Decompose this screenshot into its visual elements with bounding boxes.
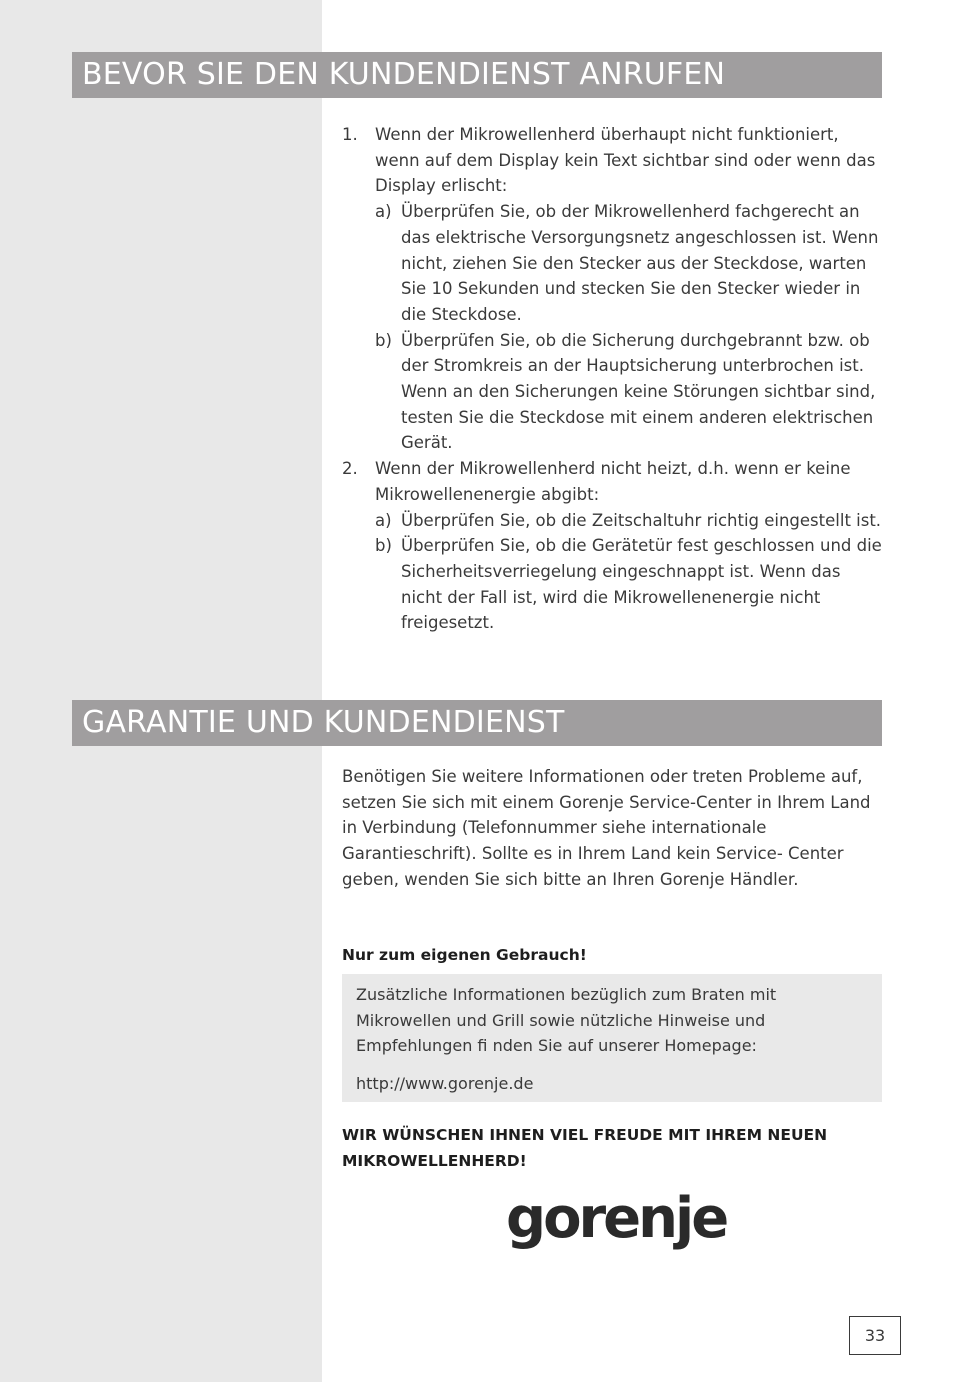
personal-use-note: Nur zum eigenen Gebrauch! xyxy=(342,946,587,964)
sub-list-letter: a) xyxy=(375,510,392,530)
list-item xyxy=(342,122,882,456)
left-margin-panel xyxy=(0,0,322,1382)
sub-list-text: Überprüfen Sie, ob die Gerätetür fest geschlossen und die Sicherheitsverriegelung eingeschnappt ist. Wenn das nicht der Fall ist, wird die Mikrowellenenergie nicht freigesetzt. xyxy=(401,536,882,633)
list-number: 2. xyxy=(342,459,358,479)
list-item-text: Wenn der Mikrowellenherd nicht heizt, d.h. wenn er keine Mikrowellenenergie abgibt: xyxy=(375,459,851,504)
sub-list-text: Überprüfen Sie, ob die Sicherung durchgebrannt bzw. ob der Stromkreis an der Hauptsicherung unterbrochen ist. Wenn an den Sicherungen keine Störungen sichtbar sind, testen Sie die Steckdose mit einem anderen elektrischen Gerät. xyxy=(401,330,876,453)
sub-list-item xyxy=(375,533,882,636)
sub-list-letter: a) xyxy=(375,202,392,222)
info-box-text: Zusätzliche Informationen bezüglich zum Braten mit Mikrowellen und Grill sowie nützliche Hinweise und Empfehlungen fi nden Sie auf unserer Homepage: xyxy=(356,985,777,1055)
section-heading-warranty-service: GARANTIE UND KUNDENDIENST xyxy=(72,700,882,746)
sub-list-text: Überprüfen Sie, ob die Zeitschaltuhr richtig eingestellt ist. xyxy=(401,510,882,530)
gorenje-logo: gorenje xyxy=(506,1186,727,1251)
closing-message: WIR WÜNSCHEN IHNEN VIEL FREUDE MIT IHREM NEUEN MIKROWELLENHERD! xyxy=(342,1126,828,1170)
section-heading-before-calling-service: BEVOR SIE DEN KUNDENDIENST ANRUFEN xyxy=(72,52,882,98)
sub-list-letter: b) xyxy=(375,330,392,350)
homepage-link[interactable]: http://www.gorenje.de xyxy=(356,1073,534,1093)
troubleshooting-list xyxy=(342,122,882,636)
info-box xyxy=(342,974,882,1102)
list-item-text: Wenn der Mikrowellenherd überhaupt nicht funktioniert, wenn auf dem Display kein Text sichtbar sind oder wenn das Display erlischt: xyxy=(375,125,876,196)
list-item xyxy=(342,456,882,636)
sub-list-item xyxy=(375,199,882,328)
page-number: 33 xyxy=(849,1316,901,1355)
sub-list-item xyxy=(375,328,882,457)
sub-list-item xyxy=(375,508,882,534)
list-number: 1. xyxy=(342,125,358,144)
service-paragraph xyxy=(342,764,882,893)
sub-list-letter: b) xyxy=(375,536,392,556)
sub-list-text: Überprüfen Sie, ob der Mikrowellenherd fachgerecht an das elektrische Versorgungsnetz angeschlossen ist. Wenn nicht, ziehen Sie den Stecker aus der Steckdose, warten Sie 10 Sekunden und stecken Sie den Stecker wieder in die Steckdose. xyxy=(401,202,879,324)
service-paragraph-text: Benötigen Sie weitere Informationen oder treten Probleme auf, setzen Sie sich mit einem Gorenje Service-Center in Ihrem Land in Verbindung (Telefonnummer siehe internationale Garantieschrift). Sollte es in Ihrem Land kein Service- Center geben, wenden Sie sich bitte an Ihren Gorenje Händler. xyxy=(342,767,871,889)
